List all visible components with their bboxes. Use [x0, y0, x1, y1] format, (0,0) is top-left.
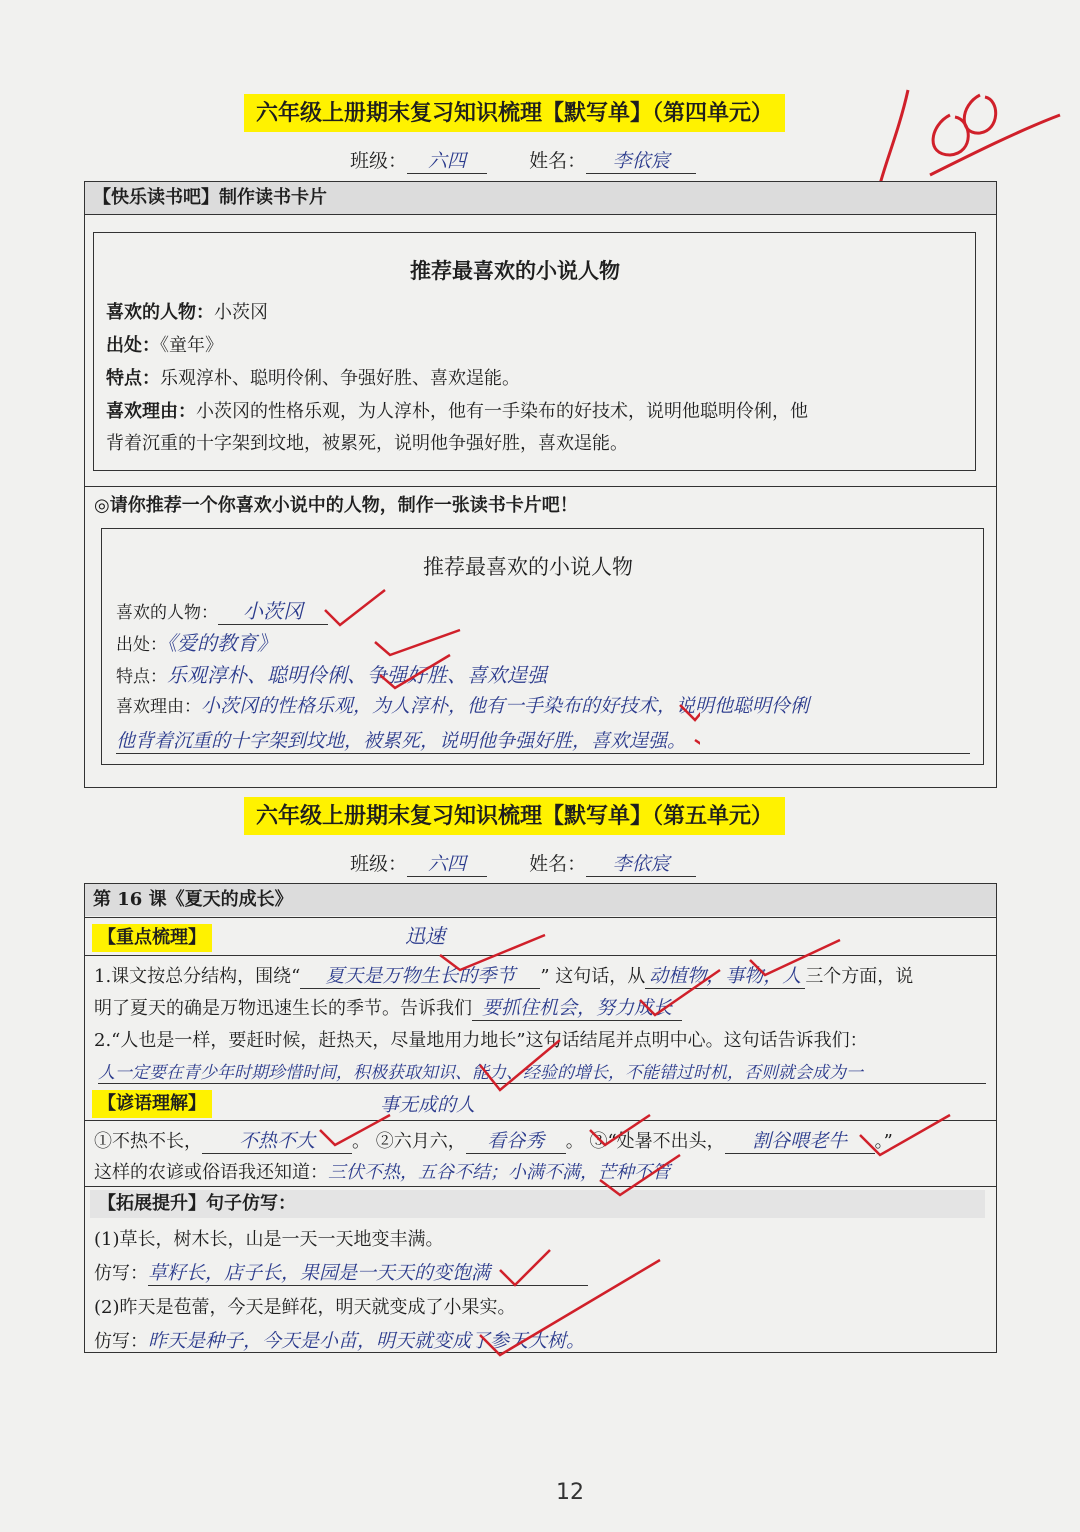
key-q1: 1.课文按总分结构，围绕“ 夏天是万物生长的季节 ” 这句话，从 动植物，事物，人 三个方面，说	[94, 961, 913, 989]
key-q2-answer[interactable]: 人一定要在青少年时期珍惜时间，积极获取知识、能力、经验的增长，不能错过时机，否则就会成为一	[98, 1058, 986, 1084]
unit4-banner: 六年级上册期末复习知识梳理【默写单】（第四单元）	[244, 94, 785, 132]
student-traits-field[interactable]: 乐观淳朴、聪明伶俐、争强好胜、喜欢逞强	[167, 663, 547, 687]
unit5-class-name-row	[350, 849, 696, 877]
student-person-field[interactable]: 小茨冈	[218, 595, 328, 625]
name-field[interactable]: 李依宸	[586, 849, 696, 877]
sample-reason-2: 背着沉重的十字架到坟地，被累死，说明他争强好胜，喜欢逞能。	[106, 433, 628, 454]
extension-s1: (1)草长，树木长，山是一天一天地变丰满。	[94, 1229, 444, 1250]
proverbs-extra: 这样的农谚或俗语我还知道：三伏不热，五谷不结；小满不满，芒种不管	[94, 1162, 670, 1183]
key-points-tag: 【重点梳理】	[92, 924, 212, 952]
lesson-title: 第 16 课《夏天的成长》	[85, 884, 996, 916]
proverbs-row: ①不热不长， 不热不大 。 ②六月六， 看谷秀 。 ③“处暑不出头， 割谷喂老牛 。”	[94, 1126, 893, 1154]
student-reason-2[interactable]: 他背着沉重的十字架到坟地，被累死，说明他争强好胜，喜欢逞强。	[116, 726, 970, 754]
proverbs-tag: 【谚语理解】	[92, 1090, 212, 1118]
student-reason: 喜欢理由：小茨冈的性格乐观，为人淳朴，他有一手染布的好技术，说明他聪明伶俐	[116, 695, 810, 717]
extension-s2: (2)昨天是苞蕾，今天是鲜花，明天就变成了小果实。	[94, 1297, 516, 1318]
student-source: 出处：《爱的教育》	[116, 631, 277, 655]
class-field[interactable]: 六四	[407, 146, 487, 174]
key-q2-answer-2[interactable]: 事无成的人	[380, 1094, 476, 1116]
s1-answer-field[interactable]: 草籽长，店子长，果园是一天天的变饱满	[148, 1258, 588, 1286]
q1-blank3[interactable]: 要抓住机会，努力成长	[472, 993, 682, 1021]
q1-blank[interactable]: 夏天是万物生长的季节	[300, 961, 540, 989]
student-reason-field[interactable]: 小茨冈的性格乐观，为人淳朴，他有一手染布的好技术，说明他聪明伶俐	[201, 695, 810, 717]
page-number: 12	[556, 1480, 584, 1505]
unit5-banner: 六年级上册期末复习知识梳理【默写单】（第五单元）	[244, 797, 785, 835]
student-card-title: 推荐最喜欢的小说人物	[423, 555, 633, 579]
q1-blank2[interactable]: 动植物，事物，人	[645, 961, 805, 989]
key-q2: 2.“人也是一样，要赶时候，赶热天，尽量地用力地长”这句话结尾并点明中心。这句话告诉我们：	[94, 1030, 868, 1051]
class-label: 班级：	[350, 150, 408, 172]
student-source-field[interactable]: 《爱的教育》	[167, 631, 277, 655]
sample-reason: 喜欢理由：小茨冈的性格乐观，为人淳朴，他有一手染布的好技术，说明他聪明伶俐，他	[106, 401, 808, 422]
class-label: 班级：	[350, 853, 408, 875]
proverb-q3-blank[interactable]: 割谷喂老牛	[725, 1126, 875, 1154]
student-person: 喜欢的人物： 小茨冈	[116, 595, 328, 625]
sample-source: 出处：《童年》	[106, 335, 223, 356]
sample-traits: 特点：乐观淳朴、聪明伶俐、争强好胜、喜欢逞能。	[106, 368, 520, 389]
name-field[interactable]: 李依宸	[586, 146, 696, 174]
key-q1-line2: 明了夏天的确是万物迅速生长的季节。告诉我们 要抓住机会，努力成长	[94, 993, 682, 1021]
proverb-q2-blank[interactable]: 看谷秀	[466, 1126, 566, 1154]
proverb-extra-field[interactable]: 三伏不热，五谷不结；小满不满，芒种不管	[328, 1162, 670, 1183]
extension-s1-answer: 仿写：草籽长，店子长，果园是一天天的变饱满	[94, 1258, 588, 1286]
name-label: 姓名：	[529, 853, 587, 875]
name-label: 姓名：	[529, 150, 587, 172]
sample-person: 喜欢的人物：小茨冈	[106, 302, 268, 323]
class-field[interactable]: 六四	[407, 849, 487, 877]
student-traits: 特点：乐观淳朴、聪明伶俐、争强好胜、喜欢逞强	[116, 663, 547, 687]
extension-tag: 【拓展提升】句子仿写：	[90, 1190, 985, 1218]
q1-correction: 迅速	[405, 924, 445, 948]
s2-answer-field[interactable]: 昨天是种子，今天是小苗，明天就变成了参天大树。	[148, 1330, 586, 1352]
unit4-section-title: 【快乐读书吧】制作读书卡片	[85, 182, 996, 214]
proverb-q1-blank[interactable]: 不热不大	[202, 1126, 352, 1154]
unit4-prompt: ◎请你推荐一个你喜欢小说中的人物，制作一张读书卡片吧！	[94, 495, 578, 516]
extension-s2-answer: 仿写：昨天是种子，今天是小苗，明天就变成了参天大树。	[94, 1330, 586, 1352]
sample-card-title: 推荐最喜欢的小说人物	[410, 258, 620, 283]
unit4-class-name-row	[350, 146, 696, 174]
